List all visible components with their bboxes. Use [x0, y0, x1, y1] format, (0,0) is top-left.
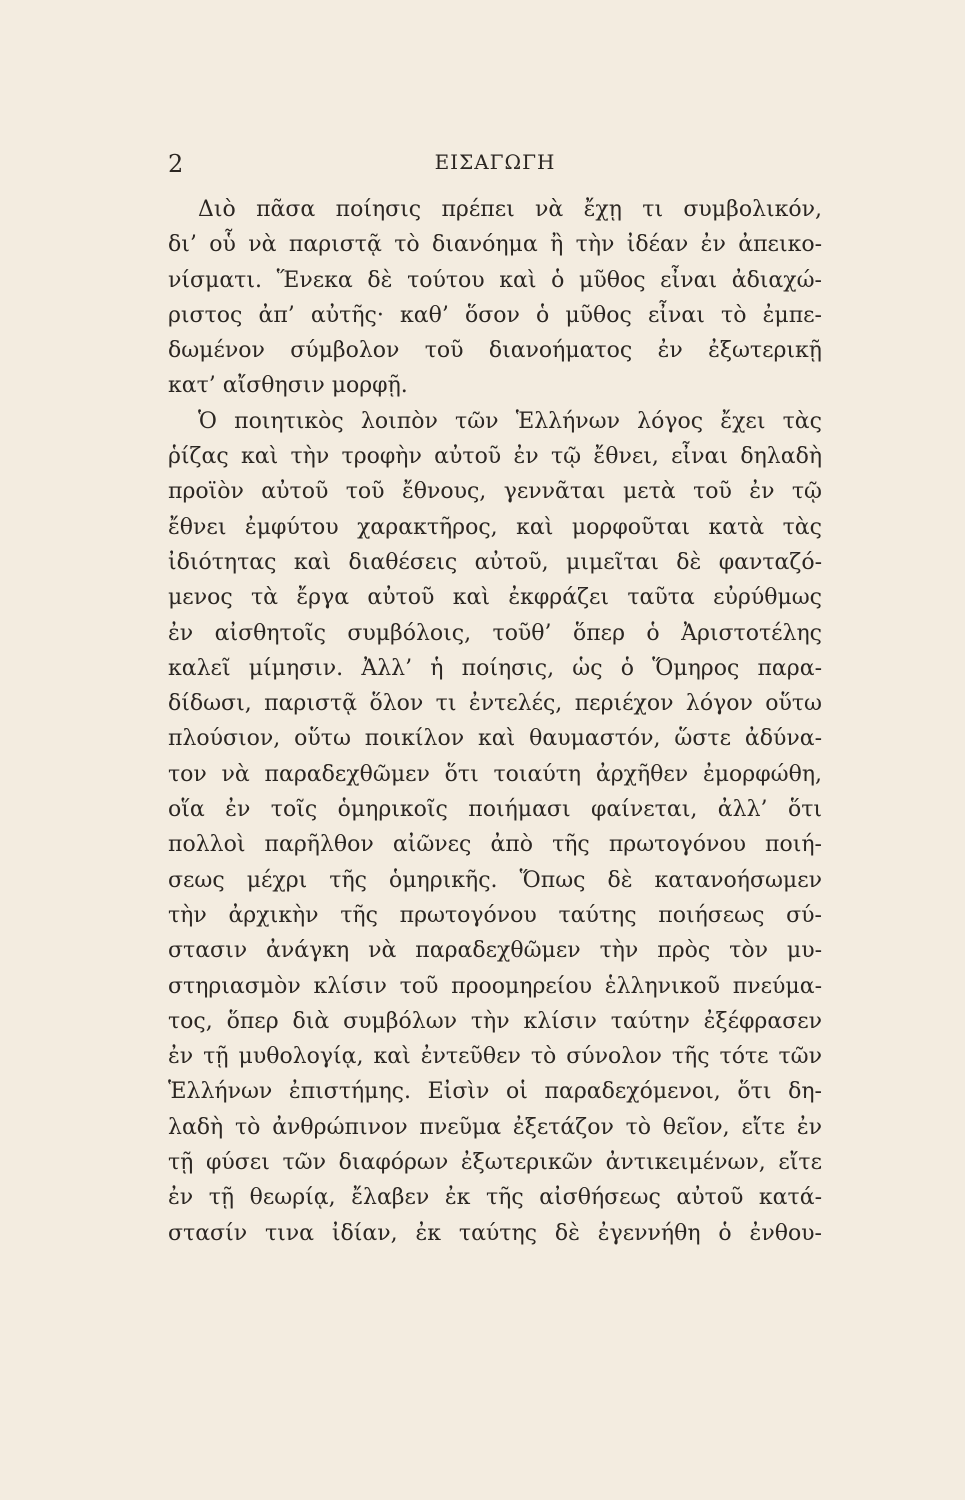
text-line: στασίν τινα ἰδίαν, ἐκ ταύτης δὲ ἐγεννήθη ὁ ἐνθου-	[168, 1220, 822, 1246]
text-line: καλεῖ μίμησιν. Ἀλλ’ ἡ ποίησις, ὡς ὁ Ὅμηρος παρα-	[168, 655, 822, 681]
text-line: λαδὴ τὸ ἀνθρώπινον πνεῦμα ἐξετάζον τὸ θεῖον, εἴτε ἐν	[168, 1114, 822, 1140]
text-line: μενος τὰ ἔργα αὐτοῦ καὶ ἐκφράζει ταῦτα εὐρύθμως	[168, 585, 822, 611]
text-line: Ὁ ποιητικὸς λοιπὸν τῶν Ἑλλήνων λόγος ἔχει τὰς	[198, 408, 822, 434]
text-line: δίδωσι, παριστᾷ ὅλον τι ἐντελές, περιέχον λόγον οὕτω	[168, 691, 822, 717]
text-line: τος, ὅπερ διὰ συμβόλων τὴν κλίσιν ταύτην ἐξέφρασεν	[168, 1008, 822, 1034]
text-line: δωμένον σύμβολον τοῦ διανοήματος ἐν ἐξωτερικῇ	[168, 338, 822, 364]
paragraph-1	[168, 192, 822, 404]
text-line: πολλοὶ παρῆλθον αἰῶνες ἀπὸ τῆς πρωτογόνου ποιή-	[168, 832, 822, 858]
text-line: στηριασμὸν κλίσιν τοῦ προομηρείου ἑλληνικοῦ πνεύμα-	[168, 973, 822, 999]
text-line: τὴν ἀρχικὴν τῆς πρωτογόνου ταύτης ποιήσεως σύ-	[168, 902, 822, 928]
body-text	[168, 192, 822, 1251]
text-line: πλούσιον, οὕτω ποικίλον καὶ θαυμαστόν, ὥστε ἀδύνα-	[168, 726, 822, 752]
text-line: νίσματι. Ἕνεκα δὲ τούτου καὶ ὁ μῦθος εἶναι ἀδιαχώ-	[168, 267, 822, 293]
text-line: στασιν ἀνάγκη νὰ παραδεχθῶμεν τὴν πρὸς τὸν μυ-	[168, 938, 822, 964]
text-line: ἐν αἰσθητοῖς συμβόλοις, τοῦθ’ ὅπερ ὁ Ἀριστοτέλης	[168, 620, 822, 646]
text-line: Διὸ πᾶσα ποίησις πρέπει νὰ ἔχῃ τι συμβολικόν,	[198, 197, 822, 222]
text-line: ριστος ἀπ’ αὐτῆς· καθ’ ὅσον ὁ μῦθος εἶναι τὸ ἐμπε-	[168, 302, 822, 328]
text-line: τον νὰ παραδεχθῶμεν ὅτι τοιαύτη ἀρχῆθεν ἐμορφώθη,	[168, 761, 822, 787]
text-line: σεως μέχρι τῆς ὁμηρικῆς. Ὅπως δὲ κατανοήσωμεν	[168, 867, 822, 893]
page-number: 2	[168, 150, 184, 178]
text-line: ἔθνει ἐμφύτου χαρακτῆρος, καὶ μορφοῦται κατὰ τὰς	[168, 514, 822, 540]
text-line: ἐν τῇ μυθολογίᾳ, καὶ ἐντεῦθεν τὸ σύνολον τῆς τότε τῶν	[168, 1044, 822, 1070]
text-line: ἐν τῇ θεωρίᾳ, ἔλαβεν ἐκ τῆς αἰσθήσεως αὐτοῦ κατά-	[168, 1185, 822, 1211]
page-header	[168, 150, 822, 180]
text-line: ῥίζας καὶ τὴν τροφὴν αὐτοῦ ἐν τῷ ἔθνει, εἶναι δηλαδὴ	[168, 444, 822, 470]
text-line: Ἑλλήνων ἐπιστήμης. Εἰσὶν οἱ παραδεχόμενοι, ὅτι δη-	[168, 1079, 822, 1105]
text-line: οἵα ἐν τοῖς ὁμηρικοῖς ποιήμασι φαίνεται, ἀλλ’ ὅτι	[168, 797, 822, 823]
text-line: τῇ φύσει τῶν διαφόρων ἐξωτερικῶν ἀντικειμένων, εἴτε	[168, 1150, 822, 1176]
text-line: προϊὸν αὐτοῦ τοῦ ἔθνους, γεννᾶται μετὰ τοῦ ἐν τῷ	[168, 479, 822, 505]
paragraph-2	[168, 404, 822, 1251]
text-line: κατ’ αἴσθησιν μορφῇ.	[168, 373, 408, 399]
running-head: ΕΙΣΑΓΩΓΗ	[434, 150, 556, 174]
text-line: ἰδιότητας καὶ διαθέσεις αὐτοῦ, μιμεῖται δὲ φανταζό-	[168, 549, 822, 575]
text-line: δι’ οὗ νὰ παριστᾷ τὸ διανόημα ἢ τὴν ἰδέαν ἐν ἀπεικο-	[168, 232, 822, 258]
